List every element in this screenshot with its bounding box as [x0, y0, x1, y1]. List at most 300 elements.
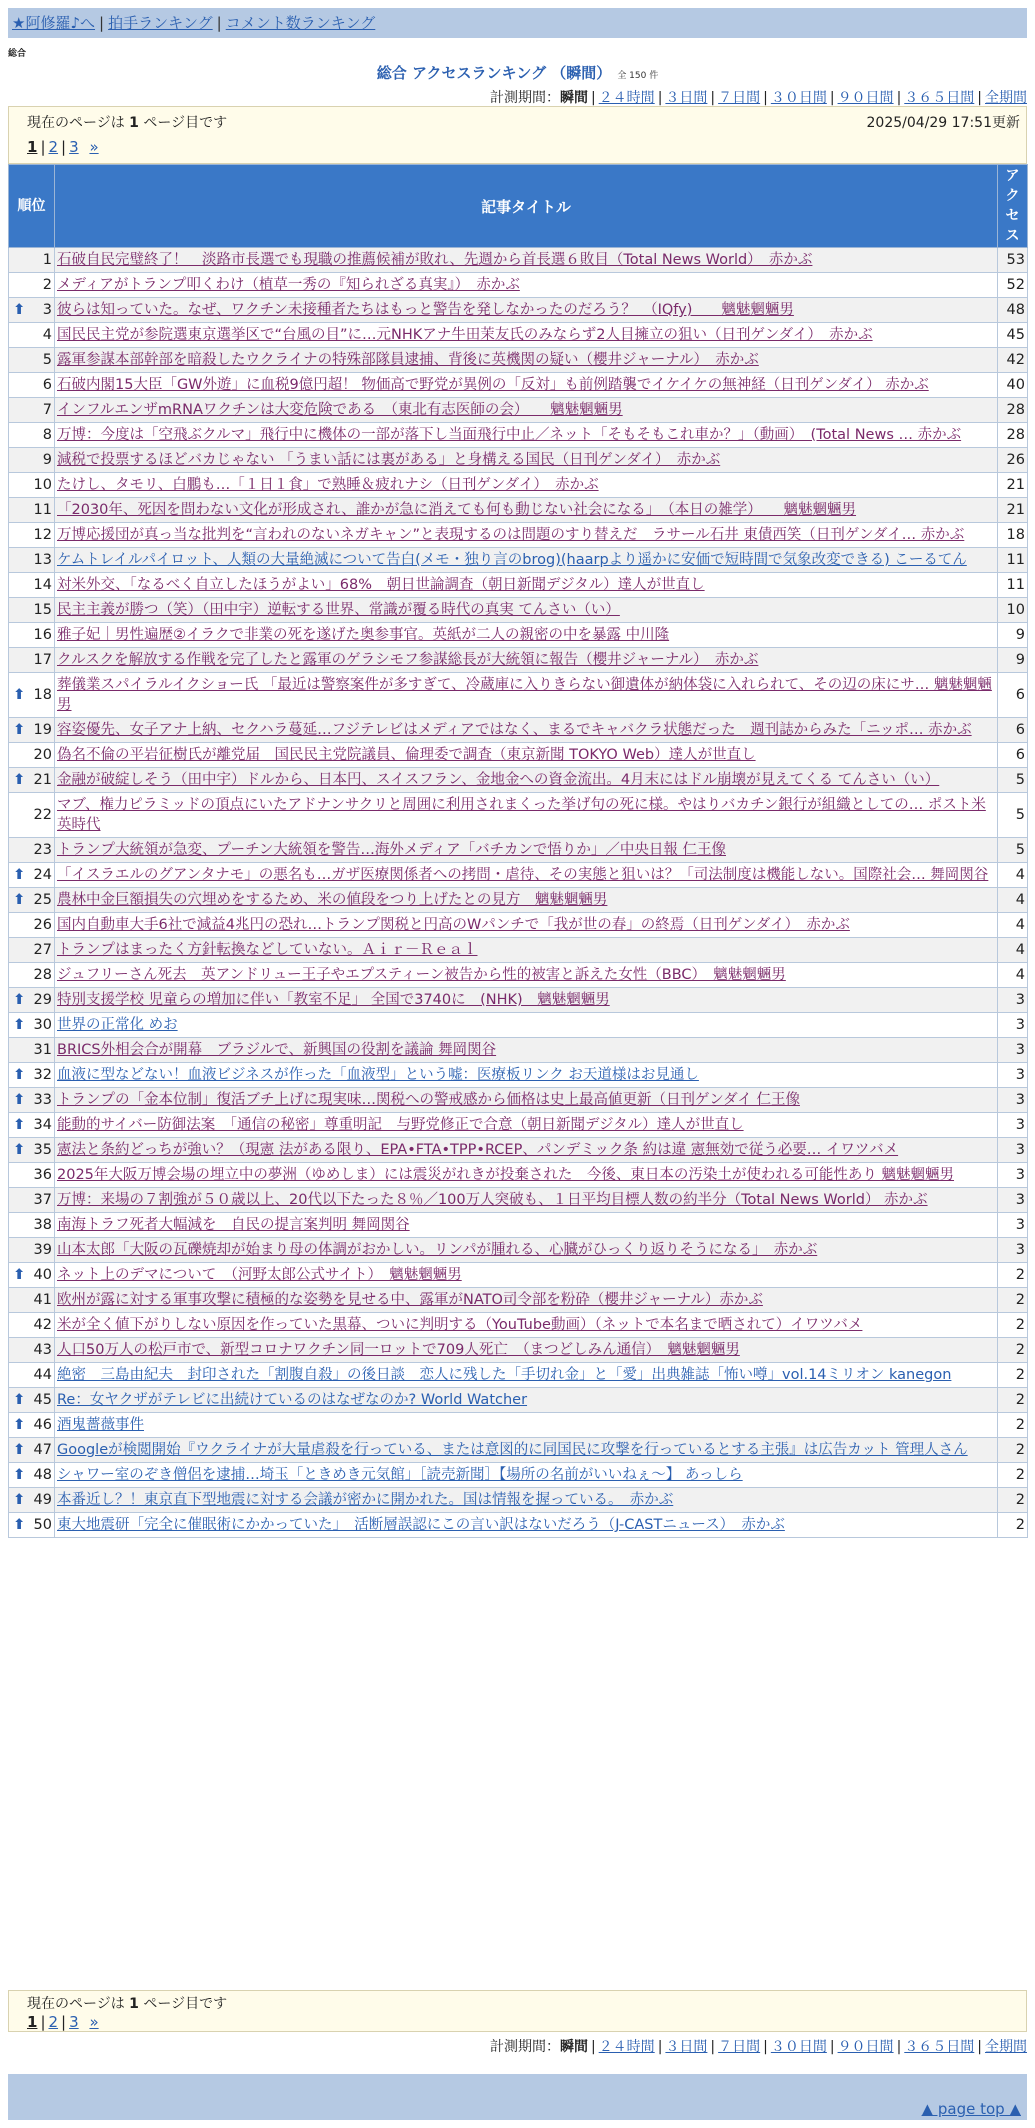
article-link[interactable]: 石破内閣15大臣「GW外遊」に血税9億円超！ 物価高で野党が異例の「反対」も前例踏襲でイケイケの無神経（日刊ゲンダイ） 赤かぶ: [57, 377, 929, 393]
rank-cell: [9, 673, 55, 718]
page-title-text: 総合 アクセスランキング （瞬間）: [376, 64, 612, 82]
link-ashura-home[interactable]: ★阿修羅♪へ: [12, 14, 96, 32]
rank-number: 45: [33, 1392, 52, 1408]
article-link[interactable]: 血液に型などない！血液ビジネスが作った「血液型」という嘘：医療板リンク お天道様はお見通し: [57, 1067, 699, 1083]
period-link[interactable]: ３日間: [665, 2039, 708, 2055]
rank-cell: [9, 398, 55, 423]
rank-up-arrow-icon: ⬆: [13, 1417, 26, 1433]
rank-number: 13: [33, 552, 52, 568]
table-row: [9, 1388, 1028, 1413]
rank-number: 22: [33, 807, 52, 823]
period-selector: [490, 87, 1027, 107]
table-row: [9, 1013, 1028, 1038]
access-count: 53: [998, 248, 1028, 273]
article-link[interactable]: 万博：今度は「空飛ぶクルマ」飛行中に機体の一部が落下し当面飛行中止／ネット「そもそもこれ車か？」（動画） (Total News … 赤かぶ: [57, 427, 962, 443]
rank-number: 3: [42, 302, 52, 318]
rank-cell: [9, 1363, 55, 1388]
rank-number: 16: [33, 627, 52, 643]
access-count: 3: [998, 1163, 1028, 1188]
rank-number: 50: [33, 1517, 52, 1533]
rank-number: 18: [33, 687, 52, 703]
title-cell: [55, 548, 998, 573]
table-row: [9, 1488, 1028, 1513]
rank-number: 4: [42, 327, 52, 343]
table-row: [9, 623, 1028, 648]
link-applause-ranking[interactable]: 拍手ランキング: [108, 14, 213, 32]
access-count: 2: [998, 1513, 1028, 1538]
article-link[interactable]: 東大地震研「完全に催眠術にかかっていた」 活断層誤認にこの言い訳はないだろう（J-CASTニュース） 赤かぶ: [57, 1517, 785, 1533]
article-link[interactable]: ネット上のデマについて （河野太郎公式サイト） 魑魅魍魎男: [57, 1267, 462, 1283]
rank-cell: [9, 1013, 55, 1038]
article-link[interactable]: 特別支援学校 児童らの増加に伴い「教室不足」 全国で3740に (NHK) 魑魅魍魎男: [57, 992, 610, 1008]
table-row: [9, 1163, 1028, 1188]
article-link[interactable]: 能動的サイバー防御法案 「通信の秘密」尊重明記 与野党修正で合意（朝日新聞デジタル）達人が世直し: [57, 1117, 744, 1133]
title-cell: [55, 248, 998, 273]
article-link[interactable]: 減税で投票するほどバカじゃない 「うまい話には裏がある」と身構える国民（日刊ゲンダイ） 赤かぶ: [57, 452, 721, 468]
table-row: [9, 743, 1028, 768]
rank-number: 8: [42, 427, 52, 443]
article-link[interactable]: 国内自動車大手6社で減益4兆円の恐れ…トランプ関税と円高のWパンチで「我が世の春」の終焉（日刊ゲンダイ） 赤かぶ: [57, 917, 850, 933]
rank-cell: [9, 1313, 55, 1338]
access-count: 52: [998, 273, 1028, 298]
rank-up-arrow-icon: ⬆: [13, 302, 26, 318]
rank-cell: [9, 1338, 55, 1363]
access-count: 48: [998, 298, 1028, 323]
page-next-link[interactable]: »: [89, 2013, 99, 2031]
page-link-2[interactable]: 2: [48, 138, 59, 156]
rank-cell: [9, 988, 55, 1013]
rank-number: 21: [33, 772, 52, 788]
rank-cell: [9, 888, 55, 913]
period-link[interactable]: ３日間: [665, 90, 708, 106]
ranking-table-container: [8, 164, 1027, 1538]
rank-cell: [9, 1513, 55, 1538]
page-next-link[interactable]: »: [89, 138, 99, 156]
access-count: 6: [998, 743, 1028, 768]
rank-cell: [9, 348, 55, 373]
access-count: 3: [998, 1113, 1028, 1138]
title-cell: [55, 838, 998, 863]
article-link[interactable]: 万博：来場の７割強が５０歳以上、20代以下たった８％／100万人突破も、１日平均目標人数の約半分（Total News World） 赤かぶ: [57, 1192, 928, 1208]
period-separator: |: [763, 90, 768, 106]
rank-cell: [9, 523, 55, 548]
period-separator: |: [896, 2039, 902, 2055]
period-link[interactable]: ２４時間: [598, 90, 655, 106]
title-cell: [55, 1163, 998, 1188]
rank-number: 37: [33, 1192, 52, 1208]
title-cell: [55, 1338, 998, 1363]
period-link[interactable]: ３０日間: [770, 2039, 827, 2055]
table-row: [9, 1063, 1028, 1088]
article-link[interactable]: 山本太郎「大阪の瓦礫焼却が始まり母の体調がおかしい。リンパが腫れる、心臓がひっくり返りそうになる」 赤かぶ: [57, 1242, 818, 1258]
table-row: [9, 348, 1028, 373]
article-link[interactable]: ジュフリーさん死去 英アンドリュー王子やエプスティーン被告から性的被害と訴えた女性（BBC） 魑魅魍魎男: [57, 967, 786, 983]
rank-number: 10: [33, 477, 52, 493]
top-navigation-bar: [8, 8, 1027, 38]
title-cell: [55, 1313, 998, 1338]
title-cell: [55, 1363, 998, 1388]
link-comment-ranking[interactable]: コメント数ランキング: [225, 14, 376, 32]
page-link-2[interactable]: 2: [48, 2013, 59, 2031]
article-link[interactable]: 憲法と条約どっちが強い？（現憲 法がある限り、EPA•FTA•TPP•RCEP、パンデミック条 約は違 憲無効で従う必要… イワツバメ: [57, 1142, 899, 1158]
access-count: 9: [998, 623, 1028, 648]
rank-number: 1: [42, 252, 52, 268]
rank-cell: [9, 718, 55, 743]
table-row: [9, 1113, 1028, 1138]
rank-up-arrow-icon: ⬆: [13, 1392, 26, 1408]
rank-cell: [9, 1263, 55, 1288]
rank-cell: [9, 1463, 55, 1488]
access-count: 2: [998, 1388, 1028, 1413]
article-link[interactable]: 人口50万人の松戸市で、新型コロナワクチン同一ロットで709人死亡 （まつどしみん通信） 魑魅魍魎男: [57, 1342, 740, 1358]
rank-cell: [9, 1413, 55, 1438]
table-row: [9, 273, 1028, 298]
access-count: 3: [998, 1088, 1028, 1113]
rank-up-arrow-icon: ⬆: [13, 992, 26, 1008]
article-link[interactable]: 偽名不倫の平岩征樹氏が離党届 国民民主党院議員、倫理委で調査（東京新聞 TOKYO Web）達人が世直し: [57, 747, 756, 763]
article-link[interactable]: 金融が破綻しそう（田中宇）ドルから、日本円、スイスフラン、金地金への資金流出。4月末にはドル崩壊が見えてくる てんさい（い）: [57, 772, 940, 788]
article-link[interactable]: 本番近し？！東京直下型地震に対する会議が密かに開かれた。国は情報を握っている。 赤かぶ: [57, 1492, 674, 1508]
title-cell: [55, 888, 998, 913]
rank-cell: [9, 1213, 55, 1238]
rank-cell: [9, 1038, 55, 1063]
article-link[interactable]: たけし、タモリ、白鵬も…「１日１食」で熟睡＆疲れナシ（日刊ゲンダイ） 赤かぶ: [57, 477, 599, 493]
title-cell: [55, 298, 998, 323]
rank-number: 14: [33, 577, 52, 593]
page-info-box-bottom: [8, 1990, 1027, 2032]
rank-number: 27: [33, 942, 52, 958]
article-link[interactable]: 彼らは知っていた。なぜ、ワクチン未接種者たちはもっと警告を発しなかったのだろう？ （IQfy) 魑魅魍魎男: [57, 302, 794, 318]
article-link[interactable]: 世界の正常化 めお: [57, 1017, 178, 1033]
table-row: [9, 298, 1028, 323]
rank-up-arrow-icon: ⬆: [13, 1467, 26, 1483]
rank-cell: [9, 793, 55, 838]
article-link[interactable]: トランプはまったく方針転換などしていない。Ａｉｒ－Ｒｅａｌ: [57, 942, 478, 958]
period-separator: |: [829, 2039, 835, 2055]
period-label: 計測期間：: [489, 90, 560, 106]
title-cell: [55, 768, 998, 793]
access-count: 3: [998, 1013, 1028, 1038]
rank-cell: [9, 963, 55, 988]
table-row: [9, 1188, 1028, 1213]
article-link[interactable]: 2025年大阪万博会場の埋立中の夢洲（ゆめしま）には震災がれきが投棄された 今後、東日本の汚染土が使われる可能性あり 魑魅魍魎男: [57, 1167, 955, 1183]
article-link[interactable]: 葬儀業スパイラルイクショー氏 「最近は警察案件が多すぎて、冷蔵庫に入りきらない御遺体が納体袋に入れられて、その辺の床にサ… 魑魅魍魎男: [57, 677, 992, 713]
access-count: 3: [998, 1063, 1028, 1088]
article-link[interactable]: トランプ大統領が急変、プーチン大統領を警告…海外メディア「バチカンで悟りか」／中央日報 仁王像: [57, 842, 726, 858]
table-row: [9, 838, 1028, 863]
table-row: [9, 1413, 1028, 1438]
rank-number: 34: [33, 1117, 52, 1133]
access-count: 9: [998, 648, 1028, 673]
period-selector-bottom: [490, 2036, 1027, 2056]
access-count: 6: [998, 673, 1028, 718]
rank-number: 17: [33, 652, 52, 668]
article-link[interactable]: クルスクを解放する作戦を完了したと露軍のゲラシモフ参謀総長が大統領に報告（櫻井ジャーナル） 赤かぶ: [57, 652, 759, 668]
rank-cell: [9, 648, 55, 673]
article-link[interactable]: 酒鬼薔薇事件: [57, 1417, 144, 1433]
access-count: 2: [998, 1263, 1028, 1288]
title-cell: [55, 598, 998, 623]
rank-number: 30: [33, 1017, 52, 1033]
access-count: 4: [998, 913, 1028, 938]
rank-cell: [9, 1188, 55, 1213]
rank-number: 2: [42, 277, 52, 293]
access-count: 2: [998, 1463, 1028, 1488]
table-row: [9, 863, 1028, 888]
rank-cell: [9, 913, 55, 938]
rank-cell: [9, 1288, 55, 1313]
article-link[interactable]: 米が全く値下がりしない原因を作っていた黒幕、ついに判明する（YouTube動画）（ネットで本名まで晒されて）イワツバメ: [57, 1317, 863, 1333]
period-separator: |: [710, 2039, 716, 2055]
header-access: アクセス: [998, 165, 1028, 248]
rank-cell: [9, 1063, 55, 1088]
article-link[interactable]: 国民民主党が参院選東京選挙区で“台風の目”に…元NHKアナ牛田茉友氏のみならず2人目擁立の狙い（日刊ゲンダイ） 赤かぶ: [57, 327, 873, 343]
rank-cell: [9, 298, 55, 323]
period-separator: |: [977, 2039, 982, 2055]
table-row: [9, 673, 1028, 718]
rank-number: 15: [33, 602, 52, 618]
table-row: [9, 888, 1028, 913]
period-separator: |: [763, 2039, 768, 2055]
rank-cell: [9, 273, 55, 298]
title-cell: [55, 1063, 998, 1088]
period-link[interactable]: 全期間: [985, 2039, 1027, 2055]
rank-up-arrow-icon: ⬆: [13, 1267, 26, 1283]
title-cell: [55, 1213, 998, 1238]
page-link-1[interactable]: 1: [27, 2013, 38, 2031]
article-link[interactable]: Googleが検閲開始『ウクライナが大量虐殺を行っている、または意図的に同国民に攻撃を行っているとする主張』は広告カット 管理人さん: [57, 1442, 968, 1458]
article-link[interactable]: 雅子妃｜男性遍歴②イラクで非業の死を遂げた奥参事官。英紙が二人の親密の中を暴露 中川隆: [57, 627, 670, 643]
rank-number: 19: [33, 722, 52, 738]
rank-number: 41: [33, 1292, 52, 1308]
table-row: [9, 648, 1028, 673]
table-row: [9, 1263, 1028, 1288]
access-count: 3: [998, 1213, 1028, 1238]
rank-up-arrow-icon: ⬆: [13, 1067, 26, 1083]
table-row: [9, 1313, 1028, 1338]
table-row: [9, 548, 1028, 573]
article-link[interactable]: メディアがトランプ叩くわけ（植草一秀の『知られざる真実』） 赤かぶ: [57, 277, 520, 293]
access-count: 21: [998, 473, 1028, 498]
rank-number: 11: [33, 502, 52, 518]
period-link[interactable]: ２４時間: [598, 2039, 655, 2055]
rank-up-arrow-icon: ⬆: [13, 722, 26, 738]
rank-cell: [9, 1438, 55, 1463]
title-cell: [55, 1488, 998, 1513]
rank-up-arrow-icon: ⬆: [13, 892, 26, 908]
rank-number: 7: [42, 402, 52, 418]
rank-number: 49: [33, 1492, 52, 1508]
rank-number: 29: [33, 992, 52, 1008]
period-link[interactable]: ７日間: [718, 90, 761, 106]
access-count: 18: [998, 523, 1028, 548]
article-link[interactable]: 南海トラフ死者大幅減を 自民の提言案判明 舞岡関谷: [57, 1217, 410, 1233]
access-count: 26: [998, 448, 1028, 473]
period-link[interactable]: ９０日間: [837, 90, 894, 106]
table-row: [9, 373, 1028, 398]
table-row: [9, 963, 1028, 988]
title-cell: [55, 373, 998, 398]
access-count: 28: [998, 423, 1028, 448]
article-link[interactable]: 「イスラエルのグアンタナモ」の悪名も…ガザ医療関係者への拷問・虐待、その実態と狙いは？「司法制度は機能しない。国際社会… 舞岡関谷: [57, 867, 989, 883]
page-top-link[interactable]: ▲ page top ▲: [921, 2100, 1021, 2118]
title-cell: [55, 1413, 998, 1438]
rank-up-arrow-icon: ⬆: [13, 1142, 26, 1158]
access-count: 5: [998, 768, 1028, 793]
table-row: [9, 988, 1028, 1013]
rank-cell: [9, 838, 55, 863]
header-title: 記事タイトル: [55, 165, 998, 248]
title-cell: [55, 988, 998, 1013]
page-info-box: [8, 106, 1027, 164]
rank-number: 33: [33, 1092, 52, 1108]
article-link[interactable]: BRICS外相会合が開幕 ブラジルで、新興国の役割を議論 舞岡関谷: [57, 1042, 497, 1058]
title-cell: [55, 1138, 998, 1163]
title-cell: [55, 648, 998, 673]
table-row: [9, 1363, 1028, 1388]
period-link[interactable]: ３６５日間: [904, 2039, 975, 2055]
rank-cell: [9, 573, 55, 598]
rank-number: 46: [33, 1417, 52, 1433]
rank-number: 12: [33, 527, 52, 543]
title-cell: [55, 348, 998, 373]
article-link[interactable]: 石破自民完璧終了！ 淡路市長選でも現職の推薦候補が敗れ、先週から首長選６敗目（Total News World） 赤かぶ: [57, 252, 813, 268]
article-link[interactable]: Re：女ヤクザがテレビに出続けているのはなぜなのか? World Watcher: [57, 1392, 528, 1408]
rank-number: 23: [33, 842, 52, 858]
rank-number: 39: [33, 1242, 52, 1258]
table-row: [9, 1288, 1028, 1313]
title-cell: [55, 448, 998, 473]
article-link[interactable]: 欧州が露に対する軍事攻撃に積極的な姿勢を見せる中、露軍がNATO司令部を粉砕（櫻井ジャーナル）赤かぶ: [57, 1292, 763, 1308]
table-row: [9, 473, 1028, 498]
title-cell: [55, 963, 998, 988]
access-count: 5: [998, 793, 1028, 838]
rank-cell: [9, 1113, 55, 1138]
period-separator: |: [590, 90, 596, 106]
rank-cell: [9, 1488, 55, 1513]
table-row: [9, 1238, 1028, 1263]
table-row: [9, 913, 1028, 938]
title-cell: [55, 398, 998, 423]
title-cell: [55, 523, 998, 548]
title-cell: [55, 1438, 998, 1463]
page-link-3[interactable]: 3: [69, 138, 79, 156]
article-link[interactable]: 農林中金巨額損失の穴埋めをするため、米の値段をつり上げたとの見方 魑魅魍魎男: [57, 892, 608, 908]
article-link[interactable]: 絶密 三島由紀夫 封印された「割腹自殺」の後日談 恋人に残した「手切れ金」と「愛」出典雑誌「怖い噂」vol.14ミリオン kanegon: [57, 1367, 952, 1383]
period-link[interactable]: 全期間: [985, 90, 1027, 106]
article-link[interactable]: マブ、権力ピラミッドの頂点にいたアドナンサクリと周囲に利用されまくった挙げ句の死に様。やはりバカチン銀行が組織としての… ポスト米英時代: [57, 797, 986, 833]
rank-up-arrow-icon: ⬆: [13, 1492, 26, 1508]
article-link[interactable]: 対米外交、「なるべく自立したほうがよい」68% 朝日世論調査（朝日新聞デジタル）達人が世直し: [57, 577, 705, 593]
rank-cell: [9, 498, 55, 523]
rank-number: 26: [33, 917, 52, 933]
article-link[interactable]: 民主主義が勝つ（笑）（田中宇）逆転する世界、常識が覆る時代の真実 てんさい（い）: [57, 602, 620, 618]
rank-cell: [9, 1138, 55, 1163]
title-cell: [55, 1188, 998, 1213]
article-link[interactable]: 容姿優先、女子アナ上納、セクハラ蔓延…フジテレビはメディアではなく、まるでキャバクラ状態だった 週刊誌からみた「ニッポ… 赤かぶ: [57, 722, 972, 738]
category-label: 総合: [8, 49, 27, 59]
rank-up-arrow-icon: ⬆: [13, 1117, 26, 1133]
period-link[interactable]: ７日間: [718, 2039, 761, 2055]
page-link-3[interactable]: 3: [69, 2013, 79, 2031]
rank-up-arrow-icon: ⬆: [13, 1517, 26, 1533]
period-link[interactable]: ３０日間: [770, 90, 827, 106]
article-link[interactable]: 万博応援団が真っ当な批判を“言われのないネガキャン”と表現するのは問題のすり替えだ ラサール石井 東債西笑（日刊ゲンダイ… 赤かぶ: [57, 527, 965, 543]
rank-cell: [9, 768, 55, 793]
page-title: [0, 62, 1035, 83]
title-cell: [55, 1388, 998, 1413]
nav-separator: |: [99, 14, 105, 32]
title-cell: [55, 1463, 998, 1488]
period-separator: |: [590, 2039, 596, 2055]
article-link[interactable]: インフルエンザmRNAワクチンは大変危険である （東北有志医師の会） 魑魅魍魎男: [57, 402, 623, 418]
rank-cell: [9, 373, 55, 398]
current-page-info: 現在のページは 1 ページ目です: [27, 1996, 228, 2012]
period-link[interactable]: ３６５日間: [904, 90, 975, 106]
period-separator: |: [896, 90, 902, 106]
access-count: 40: [998, 373, 1028, 398]
rank-number: 43: [33, 1342, 52, 1358]
rank-number: 35: [33, 1142, 52, 1158]
rank-cell: [9, 1163, 55, 1188]
access-count: 11: [998, 548, 1028, 573]
rank-cell: [9, 623, 55, 648]
table-row: [9, 323, 1028, 348]
title-cell: [55, 498, 998, 523]
period-link[interactable]: ９０日間: [837, 2039, 894, 2055]
article-link[interactable]: 露軍参謀本部幹部を暗殺したウクライナの特殊部隊員逮捕、背後に英機関の疑い（櫻井ジャーナル） 赤かぶ: [57, 352, 759, 368]
rank-up-arrow-icon: ⬆: [13, 1092, 26, 1108]
rank-number: 32: [33, 1067, 52, 1083]
footer-bar: [8, 2074, 1027, 2120]
title-cell: [55, 1088, 998, 1113]
rank-cell: [9, 423, 55, 448]
article-link[interactable]: トランプの「金本位制」復活ブチ上げに現実味…関税への警戒感から価格は史上最高値更新（日刊ゲンダイ 仁王像: [57, 1092, 800, 1108]
access-count: 11: [998, 573, 1028, 598]
title-cell: [55, 1013, 998, 1038]
page-link-1[interactable]: 1: [27, 138, 38, 156]
rank-number: 25: [33, 892, 52, 908]
access-count: 2: [998, 1338, 1028, 1363]
rank-cell: [9, 938, 55, 963]
table-row: [9, 1213, 1028, 1238]
title-cell: [55, 1238, 998, 1263]
table-row: [9, 398, 1028, 423]
rank-cell: [9, 743, 55, 768]
table-row: [9, 1038, 1028, 1063]
rank-number: 38: [33, 1217, 52, 1233]
period-separator: |: [657, 90, 663, 106]
rank-number: 47: [33, 1442, 52, 1458]
article-link[interactable]: ケムトレイルパイロット、人類の大量絶滅について告白(メモ・独り言のbrog)(haarpより遥かに安価で短時間で気象改変できる) こーるてん: [57, 552, 967, 568]
title-cell: [55, 863, 998, 888]
title-cell: [55, 1113, 998, 1138]
access-count: 45: [998, 323, 1028, 348]
rank-up-arrow-icon: ⬆: [13, 687, 26, 703]
access-count: 3: [998, 1038, 1028, 1063]
access-count: 2: [998, 1438, 1028, 1463]
article-link[interactable]: シャワー室のぞき僧侶を逮捕…埼玉「ときめき元気館」［読売新聞］【場所の名前がいいねぇ〜】 あっしら: [57, 1467, 743, 1483]
title-cell: [55, 573, 998, 598]
title-cell: [55, 1288, 998, 1313]
article-link[interactable]: 「2030年、死因を問わない文化が形成され、誰かが急に消えても何も動じない社会になる」 （本日の雑学） 魑魅魍魎男: [57, 502, 857, 518]
rank-number: 28: [33, 967, 52, 983]
rank-number: 44: [33, 1367, 52, 1383]
rank-cell: [9, 598, 55, 623]
rank-number: 40: [33, 1267, 52, 1283]
nav-separator: |: [216, 14, 222, 32]
table-row: [9, 573, 1028, 598]
